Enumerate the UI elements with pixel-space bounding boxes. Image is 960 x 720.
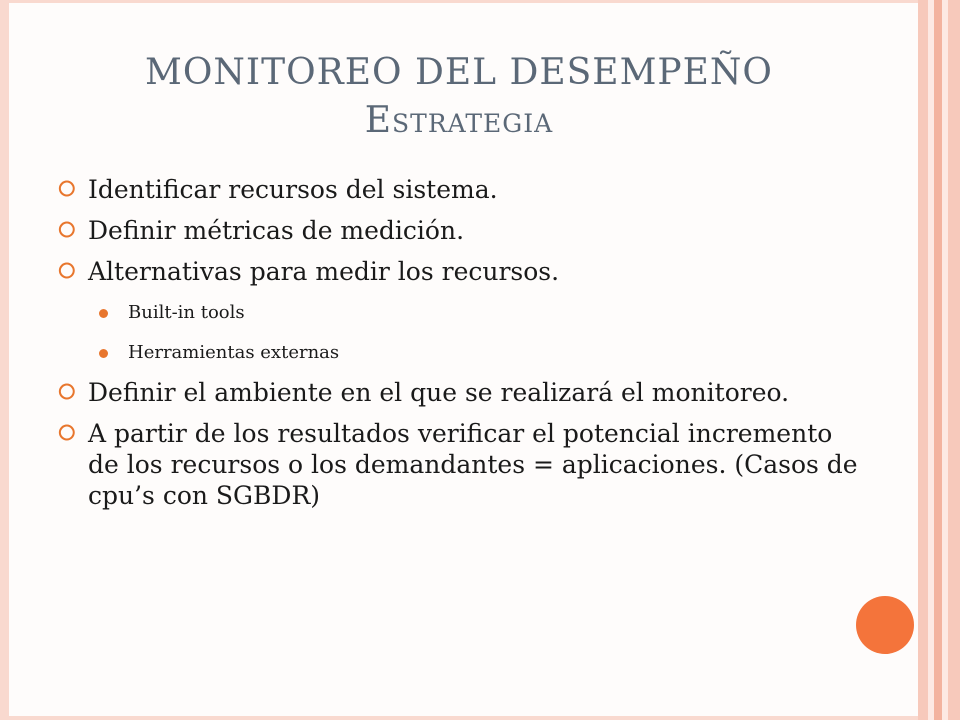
list-item bbox=[58, 215, 858, 246]
slide-title: MONITOREO DEL DESEMPEÑO bbox=[145, 52, 773, 93]
list-item-text: A partir de los resultados verificar el potencial incremento de los recursos o los demandantes = aplicaciones. (Casos de cpu’s con SGBDR) bbox=[88, 419, 858, 510]
sub-bullet-icon bbox=[99, 349, 108, 358]
bullet-icon: ⭘ bbox=[58, 259, 76, 284]
slide-frame-top bbox=[0, 0, 960, 3]
decorative-stripe bbox=[934, 0, 942, 720]
decorative-circle bbox=[856, 596, 914, 654]
slide-subtitle: Estrategia bbox=[364, 100, 554, 141]
list-item-text: Identificar recursos del sistema. bbox=[88, 175, 498, 204]
bullet-icon: ⭘ bbox=[58, 380, 76, 405]
sub-list-item-text: Built-in tools bbox=[128, 302, 245, 323]
slide-frame-bottom bbox=[0, 716, 960, 720]
sub-list-item bbox=[58, 301, 858, 325]
bullet-icon: ⭘ bbox=[58, 177, 76, 202]
sub-list-item bbox=[58, 341, 858, 365]
list-item-text: Definir el ambiente en el que se realizará el monitoreo. bbox=[88, 378, 790, 407]
list-item bbox=[58, 418, 858, 511]
list-item-text: Definir métricas de medición. bbox=[88, 216, 465, 245]
list-item bbox=[58, 174, 858, 205]
bullet-list bbox=[58, 174, 858, 521]
list-item-text: Alternativas para medir los recursos. bbox=[88, 257, 560, 286]
bullet-icon: ⭘ bbox=[58, 218, 76, 243]
list-item bbox=[58, 377, 858, 408]
decorative-stripe bbox=[918, 0, 928, 720]
list-item bbox=[58, 256, 858, 287]
sub-bullet-icon bbox=[99, 309, 108, 318]
sub-list-item-text: Herramientas externas bbox=[128, 342, 340, 363]
decorative-stripe bbox=[948, 0, 960, 720]
bullet-icon: ⭘ bbox=[58, 421, 76, 446]
